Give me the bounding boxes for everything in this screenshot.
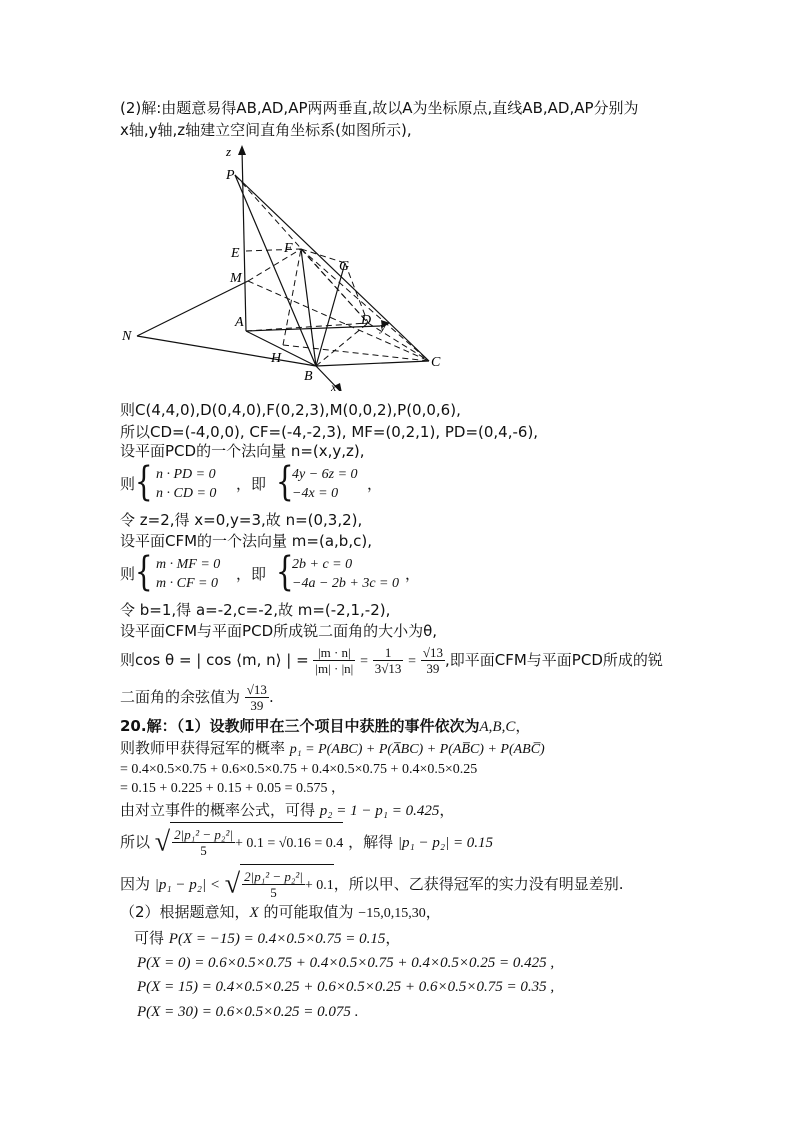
cos-line: 则cos θ = | cos ⟨m, n⟩ | = $\frac{|m \cdot n|}{|m| \cdot |n|}$ = $\frac{1}{3√13}$ = $\frac{√13}{39}$ ,即平面CFM与平面PCD所成的锐 bbox=[120, 645, 663, 676]
because-line: 因为 |p₁ − p₂| < √ $\frac{\text{2|p₁² − p₂²|}}{5}$ + 0.1，所以甲、乙获得冠军的实力没有明显差别. bbox=[120, 864, 624, 905]
label-N: N bbox=[122, 329, 132, 344]
label-D: D bbox=[361, 313, 372, 328]
cos-frac-2: $\frac{1}{3√13}$ bbox=[374, 645, 402, 676]
label-F: F bbox=[284, 241, 293, 256]
brace-3: { bbox=[134, 549, 153, 595]
brace-1: { bbox=[134, 459, 153, 505]
label-H: H bbox=[271, 351, 282, 366]
let-line-2: 令 b=1,得 a=-2,c=-2,故 m=(-2,1,-2), bbox=[120, 601, 391, 619]
answer-line: 二面角的余弦值为 $\frac{√13}{39}$ . bbox=[120, 682, 274, 713]
intro-line-1: (2)解:由题意易得AB,AD,AP两两垂直,故以A为坐标原点,直线AB,AD,AP分别为 bbox=[120, 99, 639, 117]
sys2-eq-c: 2b + c = 0 bbox=[292, 557, 353, 572]
prob-line-3: P(X = 15) = 0.4×0.5×0.25 + 0.6×0.5×0.25 + 0.6×0.5×0.75 = 0.35 , bbox=[137, 979, 555, 995]
sqrt-frac-1: $\frac{\text{2|p₁² − p₂²|}}{5}$ bbox=[174, 827, 233, 858]
normal-n-def: 设平面PCD的一个法向量 n=(x,y,z), bbox=[120, 442, 365, 460]
let-line-1: 令 z=2,得 x=0,y=3,故 n=(0,3,2), bbox=[120, 511, 363, 529]
vectors-line: 所以CD=(-4,0,0), CF=(-4,-2,3), MF=(0,2,1), PD=(0,4,-6), bbox=[120, 423, 539, 441]
geometry-figure bbox=[118, 143, 448, 391]
complement-line: 由对立事件的概率公式，可得 p₂ = 1 − p₁ = 0.425， bbox=[120, 801, 455, 819]
comma-2: ， bbox=[405, 565, 421, 583]
prob-line-1: 可得 P(X = −15) = 0.4×0.5×0.75 = 0.15， bbox=[134, 929, 401, 947]
label-A: A bbox=[235, 315, 244, 330]
label-z: z bbox=[226, 144, 232, 159]
label-P: P bbox=[226, 168, 235, 183]
sys1-eq-b: n · CD = 0 bbox=[156, 486, 217, 501]
sys2-eq-d: −4a − 2b + 3c = 0 bbox=[292, 576, 400, 591]
then-label-1: 则 bbox=[120, 475, 136, 493]
label-y: y bbox=[380, 320, 386, 334]
answer-frac: $\frac{√13}{39}$ bbox=[246, 682, 267, 713]
p1-definition: 则教师甲获得冠军的概率 p₁ = P(ABC) + P(A̅BC) + P(AB̅C) + P(ABC̅) bbox=[120, 739, 545, 757]
label-C: C bbox=[431, 355, 441, 370]
label-E: E bbox=[231, 246, 240, 261]
q20-head: 20.解：（1）设教师甲在三个项目中获胜的事件依次为A,B,C， bbox=[120, 717, 531, 735]
comma-1: ， bbox=[367, 475, 383, 493]
angle-def: 设平面CFM与平面PCD所成锐二面角的大小为θ, bbox=[120, 622, 438, 640]
cos-frac-1: $\frac{|m \cdot n|}{|m| \cdot |n|}$ bbox=[315, 645, 354, 676]
sys2-eq-b: m · CF = 0 bbox=[156, 576, 218, 591]
sys1-eq-d: −4x = 0 bbox=[292, 486, 339, 501]
sys1-eq-c: 4y − 6z = 0 bbox=[292, 467, 358, 482]
cos-frac-3: $\frac{√13}{39}$ bbox=[422, 645, 443, 676]
cos-prefix: 则cos θ = | cos ⟨m, n⟩ | = bbox=[120, 651, 309, 669]
coords-line: 则C(4,4,0),D(0,4,0),F(0,2,3),M(0,0,2),P(0,0,6), bbox=[120, 401, 461, 419]
ie-label-2: ，即 bbox=[236, 565, 267, 583]
calc-line-2: = 0.15 + 0.225 + 0.15 + 0.05 = 0.575 ， bbox=[120, 781, 345, 796]
sqrt-line: 所以 √ $\frac{\text{2|p₁² − p₂²|}}{5}$ + 0.1 = √0.16 = 0.4 ，解得 |p₁ − p₂| = 0.15 bbox=[120, 822, 493, 863]
calc-line-1: = 0.4×0.5×0.75 + 0.6×0.5×0.75 + 0.4×0.5×0.75 + 0.4×0.5×0.25 bbox=[120, 762, 478, 777]
label-B: B bbox=[304, 369, 313, 384]
label-G: G bbox=[339, 259, 350, 274]
label-M: M bbox=[230, 271, 242, 286]
intro-line-2: x轴,y轴,z轴建立空间直角坐标系(如图所示), bbox=[120, 121, 412, 139]
sqrt-frac-2: $\frac{\text{2|p₁² − p₂²|}}{5}$ bbox=[244, 869, 303, 900]
sys2-eq-a: m · MF = 0 bbox=[156, 557, 221, 572]
then-label-2: 则 bbox=[120, 565, 136, 583]
sys1-eq-a: n · PD = 0 bbox=[156, 467, 216, 482]
cos-suffix: ,即平面CFM与平面PCD所成的锐 bbox=[445, 651, 663, 669]
brace-4: { bbox=[275, 549, 294, 595]
part2-line: （2）根据题意知，X 的可能取值为 −15,0,15,30， bbox=[120, 903, 441, 921]
prob-line-4: P(X = 30) = 0.6×0.5×0.25 = 0.075 . bbox=[137, 1004, 359, 1020]
label-x: x bbox=[331, 380, 337, 391]
normal-m-def: 设平面CFM的一个法向量 m=(a,b,c), bbox=[120, 532, 372, 550]
ie-label-1: ，即 bbox=[236, 475, 267, 493]
prob-line-2: P(X = 0) = 0.6×0.5×0.75 + 0.4×0.5×0.75 + 0.4×0.5×0.25 = 0.425 , bbox=[137, 955, 555, 971]
brace-2: { bbox=[275, 459, 294, 505]
